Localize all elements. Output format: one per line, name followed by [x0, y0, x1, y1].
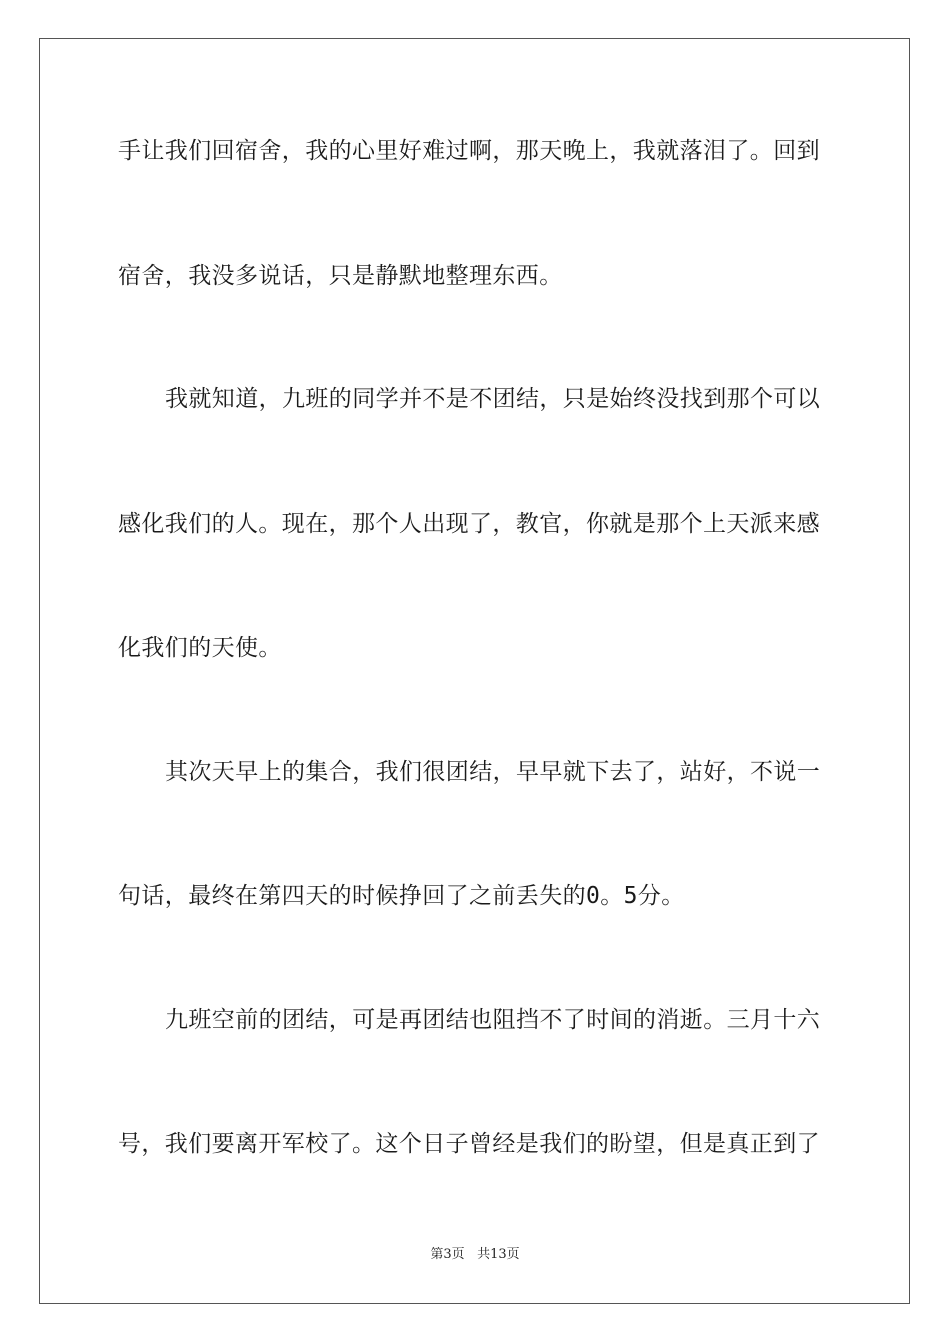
page-total: 共13页 [477, 1247, 520, 1262]
body-text-line: 号，我们要离开军校了。这个日子曾经是我们的盼望，但是真正到了 [118, 1131, 820, 1157]
body-text-line: 宿舍，我没多说话，只是静默地整理东西。 [118, 263, 563, 289]
body-text-line: 手让我们回宿舍，我的心里好难过啊，那天晚上，我就落泪了。回到 [118, 138, 820, 164]
paragraph-first-line: 九班空前的团结，可是再团结也阻挡不了时间的消逝。三月十六 [165, 1007, 821, 1033]
page-frame [39, 38, 910, 1304]
paragraph-first-line: 我就知道，九班的同学并不是不团结，只是始终没找到那个可以 [165, 386, 821, 412]
body-text-line: 化我们的天使。 [118, 635, 282, 661]
paragraph-first-line: 其次天早上的集合，我们很团结，早早就下去了，站好，不说一 [165, 759, 821, 785]
body-text-line: 感化我们的人。现在，那个人出现了，教官，你就是那个上天派来感 [118, 511, 820, 537]
body-text-line: 句话，最终在第四天的时候挣回了之前丢失的0。5分。 [118, 883, 685, 909]
page-number: 第3页 [430, 1247, 465, 1262]
page-footer [0, 1246, 950, 1264]
